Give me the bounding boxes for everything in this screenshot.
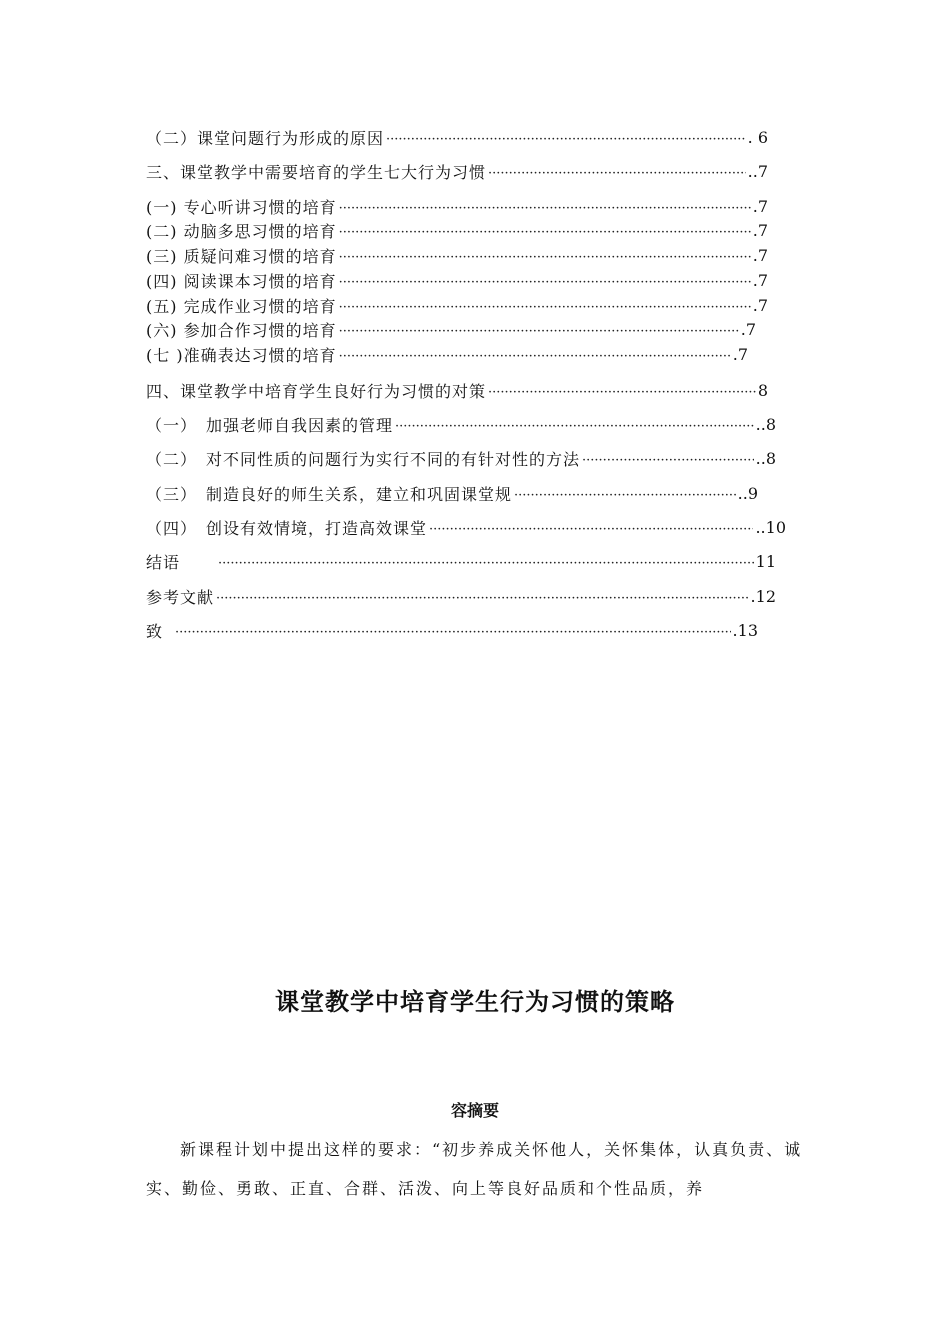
toc-dot-leader: [514, 484, 736, 503]
toc-entry-label: （二） 对不同性质的问题行为实行不同的有针对性的方法: [146, 449, 581, 469]
toc-entry-label: (六) 参加合作习惯的培育: [146, 320, 337, 340]
toc-dot-leader: [488, 162, 746, 181]
toc-entry: [146, 343, 748, 365]
toc-entry: [146, 126, 768, 148]
toc-dot-leader: [386, 128, 746, 147]
abstract-heading: 容摘要: [450, 1101, 499, 1120]
toc-entry-page: .7: [740, 319, 756, 339]
toc-entry-label: （二）课堂问题行为形成的原因: [146, 128, 385, 148]
toc-entry: [146, 585, 776, 607]
toc-entry-page: .7: [752, 196, 768, 216]
toc-entry-label: (一) 专心听讲习惯的培育: [146, 197, 337, 217]
toc-dot-leader: [339, 296, 751, 315]
toc-entry: [146, 160, 768, 182]
toc-dot-leader: [175, 621, 731, 640]
toc-dot-leader: [339, 246, 751, 265]
toc-entry-page: . 6: [747, 127, 768, 147]
toc-entry-page: ..8: [755, 448, 776, 468]
toc-dot-leader: [339, 197, 751, 216]
toc-entry-page: ..8: [755, 414, 776, 434]
toc-entry-label: (五) 完成作业习惯的培育: [146, 296, 337, 316]
toc-entry-page: .7: [752, 270, 768, 290]
toc-entry-page: 11: [755, 551, 776, 571]
toc-entry-label: （三） 制造良好的师生关系，建立和巩固课堂规: [146, 484, 513, 504]
abstract-paragraph: 新课程计划中提出这样的要求：“初步养成关怀他人，关怀集体，认真负责、诚实、勤俭、勇敢、正直、合群、活泼、向上等良好品质和个性品质，养: [146, 1140, 803, 1198]
toc-entry: [146, 219, 768, 241]
toc-entry-label: 四、课堂教学中培育学生良好行为习惯的对策: [146, 381, 487, 401]
toc-entry-page: 8: [757, 380, 768, 400]
toc-entry-label: 结语: [146, 552, 181, 572]
toc-entry-page: .13: [732, 620, 758, 640]
toc-entry-page: .7: [752, 295, 768, 315]
document-title: 课堂教学中培育学生行为习惯的策略: [275, 988, 675, 1016]
toc-entry-label: (二) 动脑多思习惯的培育: [146, 221, 337, 241]
toc-entry: [146, 413, 776, 435]
toc-entry-label: (四) 阅读课本习惯的培育: [146, 271, 337, 291]
toc-entry-label: 参考文献: [146, 587, 215, 607]
toc-entry: [146, 269, 768, 291]
toc-entry: [146, 516, 786, 538]
toc-entry: [146, 619, 758, 641]
toc-entry-page: .7: [752, 220, 768, 240]
toc-entry-label: （一） 加强老师自我因素的管理: [146, 415, 394, 435]
toc-dot-leader: [395, 415, 754, 434]
toc-entry: [146, 550, 776, 572]
toc-entry: [146, 318, 756, 340]
toc-entry: [146, 195, 768, 217]
toc-dot-leader: [216, 587, 749, 606]
toc-entry-page: ..9: [737, 483, 758, 503]
toc-entry-page: .7: [752, 245, 768, 265]
toc-entry: [146, 447, 776, 469]
toc-entry: [146, 379, 768, 401]
toc-entry-label: (七 )准确表达习惯的培育: [146, 345, 337, 365]
toc-entry: [146, 244, 768, 266]
toc-entry: [146, 482, 758, 504]
toc-entry-page: ..7: [747, 161, 768, 181]
toc-entry-page: ..10: [755, 517, 786, 537]
toc-entry-label: 致: [146, 621, 164, 641]
toc-dot-leader: [582, 449, 754, 468]
toc-entry-label: (三) 质疑问难习惯的培育: [146, 246, 337, 266]
toc-entry-page: .12: [750, 586, 776, 606]
toc-entry: [146, 294, 768, 316]
toc-entry-page: .7: [732, 344, 748, 364]
toc-dot-leader: [488, 381, 756, 400]
toc-dot-leader: [339, 271, 751, 290]
toc-dot-leader: [339, 320, 739, 339]
toc-dot-leader: [339, 345, 731, 364]
toc-dot-leader: [339, 221, 751, 240]
toc-entry-label: 三、课堂教学中需要培育的学生七大行为习惯: [146, 162, 487, 182]
toc-entry-label: （四） 创设有效情境，打造高效课堂: [146, 518, 428, 538]
toc-dot-leader: [218, 552, 754, 571]
toc-dot-leader: [429, 518, 753, 537]
